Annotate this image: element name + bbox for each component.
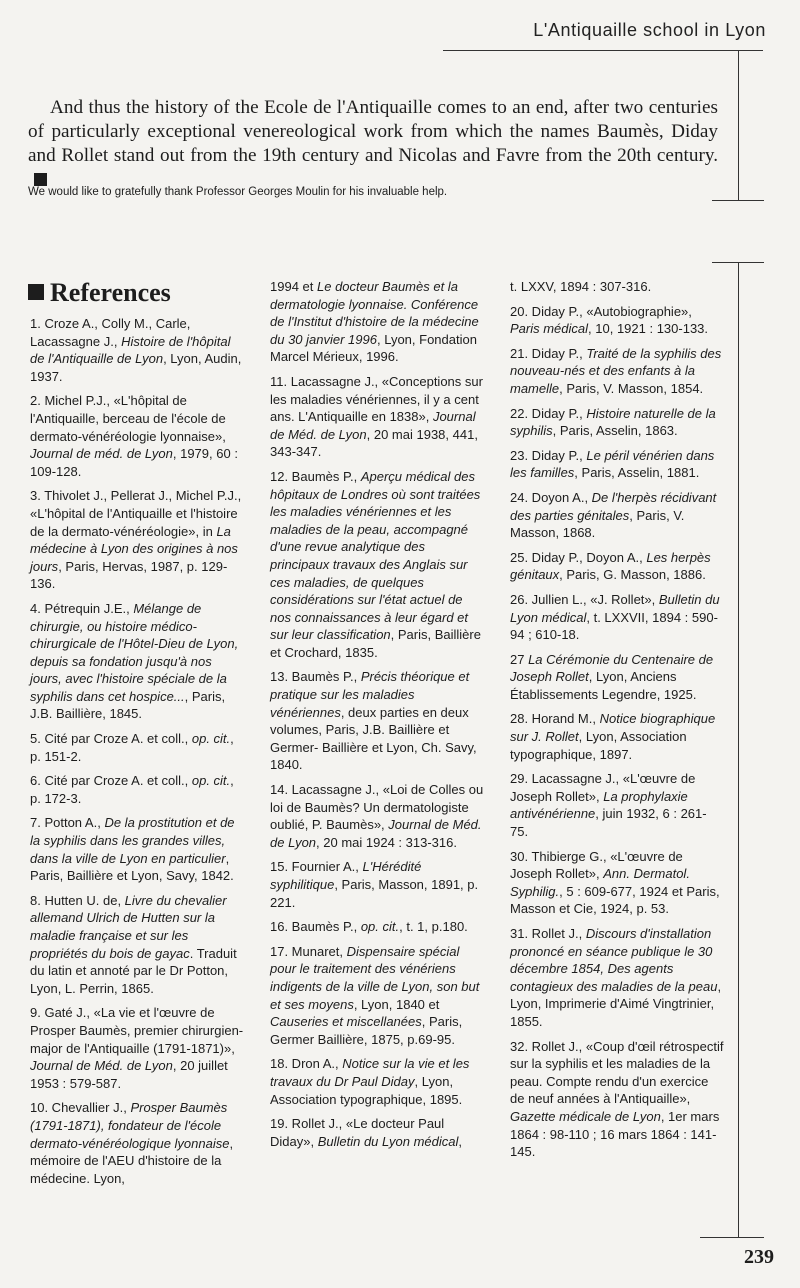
reference-entry: 10. Chevallier J., Prosper Baumès (1791-1871), fondateur de l'école dermato-vénéréologique lyonnaise, mémoire de l'AEU d'histoire de la médecine. Lyon,: [30, 1100, 234, 1186]
running-head: L'Antiquaille school in Lyon: [533, 20, 766, 40]
reference-entry: 13. Baumès P., Précis théorique et pratique sur les maladies vénériennes, deux parties en deux volumes, Paris, J.B. Baillière et Germer- Baillière et Lyon, Ch. Savy, 1840.: [270, 669, 477, 773]
reference-entry: t. LXXV, 1894 : 307-316.: [510, 279, 652, 294]
reference-entry: 12. Baumès P., Aperçu médical des hôpitaux de Londres où sont traitées les maladies vénériennes et les maladies de la peau, accompagné d'une revue analytique des principaux travaux des Anglais sur ces maladies, de quelques considérations sur l'état actuel de nos connaissances à leur égard et sur leur classification, Paris, Baillière et Crochard, 1835.: [270, 468, 481, 660]
header-rule: [443, 50, 763, 51]
reference-entry: 29. Lacassagne J., «L'œuvre de Joseph Rollet», La prophylaxie antivénérienne, juin 1932, 6 : 261-75.: [510, 771, 707, 840]
heading-square-icon: [28, 284, 44, 300]
reference-entry: 15. Fournier A., L'Hérédité syphilitique, Paris, Masson, 1891, p. 221.: [270, 859, 479, 910]
closing-paragraph: [28, 96, 718, 192]
reference-entry: 21. Diday P., Traité de la syphilis des nouveau-nés et des enfants à la mamelle, Paris, V. Masson, 1854.: [510, 345, 722, 396]
reference-entry: 4. Pétrequin J.E., Mélange de chirurgie, ou histoire médico-chirurgicale de l'Hôtel-Dieu de Lyon, depuis sa fondation jusqu'à nos jours, avec l'histoire spéciale de la syphilis dans cet hospice..., Paris, J.B. Baillière, 1845.: [30, 600, 239, 722]
reference-entry: 11. Lacassagne J., «Conceptions sur les maladies vénériennes, il y a cent ans. L'Antiquaille en 1838», Journal de Méd. de Lyon, 20 mai 1938, 441, 343-347.: [270, 373, 483, 460]
reference-entry: 26. Jullien L., «J. Rollet», Bulletin du Lyon médical, t. LXXVII, 1894 : 590-94 ; 610-18.: [510, 591, 720, 643]
reference-entry: 1994 et Le docteur Baumès et la dermatologie lyonnaise. Conférence de l'Institut d'histoire de la médecine du 30 janvier 1996, Lyon, Fondation Marcel Mérieux, 1996.: [270, 279, 479, 365]
reference-entry: 32. Rollet J., «Coup d'œil rétrospectif sur la syphilis et les maladies de la peau. Compte rendu d'un exercice de neuf années à l'Antiquaille», Gazette médicale de Lyon, 1er mars 1864 : 98-110 ; 16 mars 1864 : 141-145.: [510, 1038, 724, 1160]
reference-entry: 27 La Cérémonie du Centenaire de Joseph Rollet, Lyon, Anciens Établissements Legendre, 1925.: [510, 651, 714, 702]
reference-entry: 7. Potton A., De la prostitution et de la syphilis dans les grandes villes, dans la ville de Lyon en particulier, Paris, Baillière et Lyon, Savy, 1842.: [30, 815, 235, 884]
references-column-3: [510, 278, 724, 1168]
reference-entry: 30. Thibierge G., «L'œuvre de Joseph Rollet», Ann. Dermatol. Syphilig., 5 : 609-677, 1924 et Paris, Masson et Cie, 1924, p. 53.: [510, 848, 720, 917]
reference-entry: 19. Rollet J., «Le docteur Paul Diday», Bulletin du Lyon médical,: [270, 1116, 463, 1149]
reference-entry: 16. Baumès P., op. cit., t. 1, p.180.: [270, 919, 468, 935]
reference-entry: 9. Gaté J., «La vie et l'œuvre de Prosper Baumès, premier chirurgien-major de l'Antiquaille (1791-1871)», Journal de Méd. de Lyon, 20 juillet 1953 : 579-587.: [30, 1005, 244, 1091]
reference-entry: 31. Rollet J., Discours d'installation prononcé en séance publique le 30 décembre 1854, Des agents contagieux des maladies de la peau, Lyon, Imprimerie d'Aimé Vingtrinier, 1855.: [510, 926, 722, 1029]
footer-rule: [700, 1237, 764, 1238]
reference-entry: 25. Diday P., Doyon A., Les herpès génitaux, Paris, G. Masson, 1886.: [510, 549, 711, 583]
margin-line-lower: [738, 262, 739, 1237]
reference-entry: 2. Michel P.J., «L'hôpital de l'Antiquaille, berceau de l'école de dermato-vénéréologie lyonnaise», Journal de méd. de Lyon, 1979, 60 : 109-128.: [30, 393, 238, 479]
closing-paragraph-text: And thus the history of the Ecole de l'Antiquaille comes to an end, after two centuries of particularly exceptional venereological work from which the names Baumès, Diday and Rollet stand out from the 19th century and Nicolas and Favre from the 20th century.: [28, 97, 718, 166]
reference-entry: 18. Dron A., Notice sur la vie et les travaux du Dr Paul Diday, Lyon, Association typographique, 1895.: [270, 1056, 470, 1107]
references-heading-text: References: [50, 278, 171, 307]
reference-entry: 3. Thivolet J., Pellerat J., Michel P.J., «L'hôpital de l'Antiquaille et l'histoire de la dermato-vénéréologie», in La médecine à Lyon des origines à nos jours, Paris, Hervas, 1987, p. 129-136.: [30, 488, 242, 592]
reference-entry: 6. Cité par Croze A. et coll., op. cit., p. 172-3.: [30, 773, 234, 806]
page-number: 239: [744, 1246, 774, 1268]
margin-tick-upper: [712, 200, 764, 201]
references-column-1: [30, 315, 244, 1194]
end-of-article-mark: [34, 173, 47, 186]
reference-entry: 8. Hutten U. de, Livre du chevalier allemand Ulrich de Hutten sur la maladie française et sur les propriétés du bois de gayac. Traduit du latin et annoté par le Dr Potton, Lyon, L. Perrin, 1865.: [30, 892, 237, 996]
reference-entry: 1. Croze A., Colly M., Carle, Lacassagne J., Histoire de l'hôpital de l'Antiquaille de Lyon, Lyon, Audin, 1937.: [30, 316, 242, 384]
reference-entry: 17. Munaret, Dispensaire spécial pour le traitement des vénériens indigents de la ville de Lyon, son but et ses moyens, Lyon, 1840 et Causeries et miscellanées, Paris, Germer Baillière, 1875, p.69-95.: [270, 943, 480, 1047]
acknowledgement: We would like to gratefully thank Professor Georges Moulin for his invaluable help.: [28, 186, 448, 198]
reference-entry: 22. Diday P., Histoire naturelle de la syphilis, Paris, Asselin, 1863.: [510, 405, 716, 439]
reference-entry: 23. Diday P., Le péril vénérien dans les familles, Paris, Asselin, 1881.: [510, 447, 715, 481]
reference-entry: 20. Diday P., «Autobiographie», Paris médical, 10, 1921 : 130-133.: [510, 303, 709, 337]
reference-entry: 5. Cité par Croze A. et coll., op. cit., p. 151-2.: [30, 731, 234, 764]
reference-entry: 14. Lacassagne J., «Loi de Colles ou loi de Baumès? Un dermatologiste oublié, P. Baumès», Journal de Méd. de Lyon, 20 mai 1924 : 313-316.: [270, 782, 484, 850]
reference-entry: 28. Horand M., Notice biographique sur J. Rollet, Lyon, Association typographique, 1897.: [510, 711, 716, 762]
references-column-2: [270, 278, 484, 1157]
margin-line-upper: [738, 50, 739, 200]
references-heading: [28, 278, 171, 308]
reference-entry: 24. Doyon A., De l'herpès récidivant des parties génitales, Paris, V. Masson, 1868.: [510, 489, 717, 541]
